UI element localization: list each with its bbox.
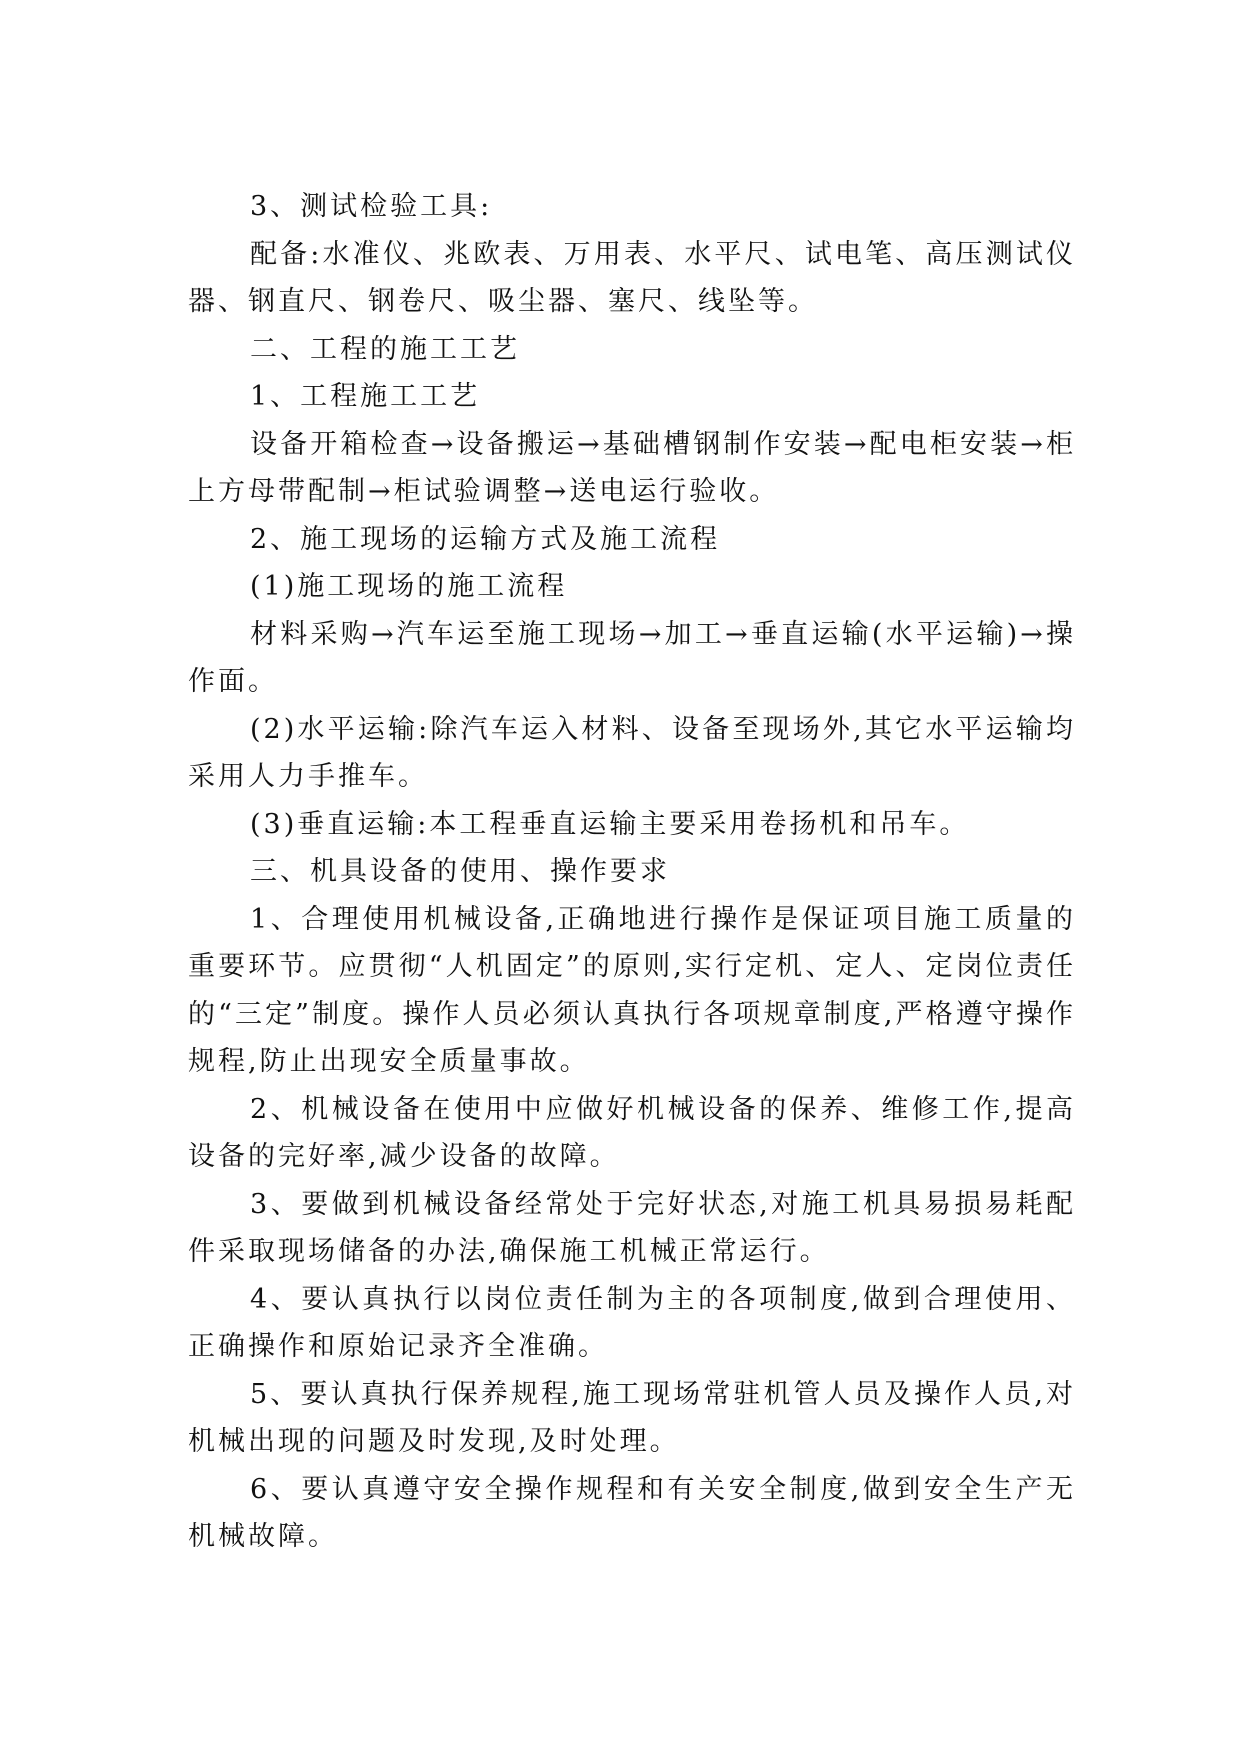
paragraph-process-flow: 设备开箱检查→设备搬运→基础槽钢制作安装→配电柜安装→柜上方母带配制→柜试验调整→送电运行验收。 (188, 428, 1076, 507)
paragraph-rule-3: 3、要做到机械设备经常处于完好状态,对施工机具易损易耗配件采取现场储备的办法,确保施工机械正常运行。 (188, 1188, 1076, 1267)
paragraph-rule-2: 2、机械设备在使用中应做好机械设备的保养、维修工作,提高设备的完好率,减少设备的故障。 (188, 1093, 1076, 1172)
subheading-transport-and-flow: 2、施工现场的运输方式及施工流程 (250, 523, 721, 555)
paragraph-rule-6: 6、要认真遵守安全操作规程和有关安全制度,做到安全生产无机械故障。 (188, 1473, 1076, 1552)
paragraph-rule-4: 4、要认真执行以岗位责任制为主的各项制度,做到合理使用、正确操作和原始记录齐全准确。 (188, 1283, 1076, 1362)
paragraph-rule-1: 1、合理使用机械设备,正确地进行操作是保证项目施工质量的重要环节。应贯彻“人机固定”的原则,实行定机、定人、定岗位责任的“三定”制度。操作人员必须认真执行各项规章制度,严格遵守操作规程,防止出现安全质量事故。 (188, 903, 1076, 1077)
paragraph-test-tools-heading: 3、测试检验工具: (250, 191, 493, 222)
subheading-site-flow: (1)施工现场的施工流程 (250, 571, 568, 602)
paragraph-material-flow: 材料采购→汽车运至施工现场→加工→垂直运输(水平运输)→操作面。 (188, 618, 1076, 697)
document-page (188, 183, 1076, 1561)
paragraph-vertical-transport: (3)垂直运输:本工程垂直运输主要采用卷扬机和吊车。 (250, 808, 970, 840)
section-heading-equipment-usage: 三、机具设备的使用、操作要求 (250, 856, 670, 887)
paragraph-horizontal-transport: (2)水平运输:除汽车运入材料、设备至现场外,其它水平运输均采用人力手推车。 (188, 713, 1076, 792)
section-heading-construction-process: 二、工程的施工工艺 (250, 333, 520, 365)
paragraph-equipment-list: 配备:水准仪、兆欧表、万用表、水平尺、试电笔、高压测试仪器、钢直尺、钢卷尺、吸尘器、塞尺、线坠等。 (188, 238, 1076, 317)
subheading-construction-process: 1、工程施工工艺 (250, 381, 481, 412)
paragraph-rule-5: 5、要认真执行保养规程,施工现场常驻机管人员及操作人员,对机械出现的问题及时发现,及时处理。 (188, 1378, 1076, 1457)
